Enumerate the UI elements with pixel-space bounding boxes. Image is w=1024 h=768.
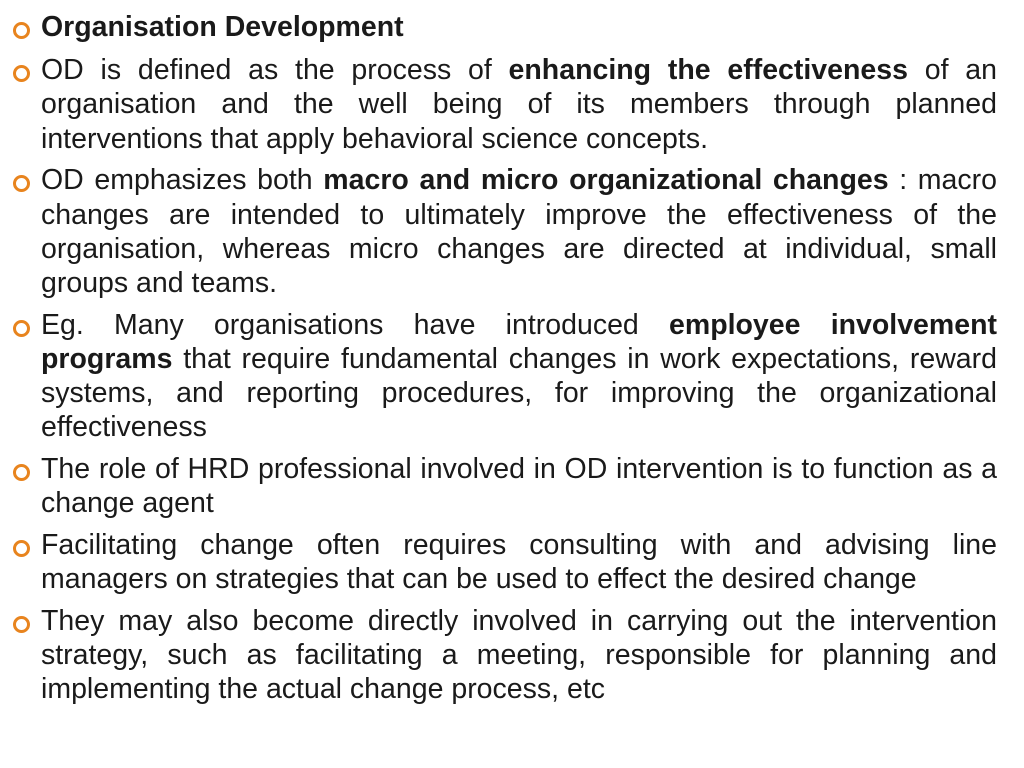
bullet-text-post: : macro changes are intended to ultimately improve the effectiveness of the organisation, whereas micro changes are directed at individual, small groups and teams.: [41, 164, 997, 299]
title-text: Organisation Development: [41, 11, 404, 43]
bullet-text-pre: Eg. Many organisations have introduced: [41, 308, 669, 341]
bullet-circle-icon: [13, 540, 30, 557]
bullet-text-bold: enhancing the effectiveness: [508, 54, 908, 87]
bullet-circle-icon: [13, 65, 30, 82]
bullet-od-definition: [13, 53, 997, 156]
bullet-text-post: of an organisation and the well being of its members through planned interventions that apply behavioral science concepts.: [41, 54, 997, 155]
bullet-text: They may also become directly involved in carrying out the intervention strategy, such as facilitating a meeting, responsible for planning and implementing the actual change process, etc: [41, 604, 997, 706]
bullet-list: [13, 10, 997, 706]
slide-title: [13, 10, 997, 44]
bullet-facilitating-change: [13, 528, 997, 596]
bullet-hrd-role: [13, 452, 997, 520]
bullet-text-pre: OD is defined as the process of: [41, 54, 509, 87]
bullet-example: [13, 308, 997, 445]
bullet-circle-icon: [13, 320, 30, 337]
bullet-text-post: that require fundamental changes in work expectations, reward systems, and reporting procedures, for improving the organizational effectiveness: [41, 342, 997, 444]
bullet-circle-icon: [13, 616, 30, 633]
bullet-text-bold: macro and micro organizational changes: [323, 164, 889, 197]
bullet-text: Facilitating change often requires consulting with and advising line managers on strategies that can be used to effect the desired change: [41, 528, 997, 596]
bullet-direct-involvement: [13, 604, 997, 707]
bullet-circle-icon: [13, 22, 30, 39]
bullet-circle-icon: [13, 175, 30, 192]
bullet-text: The role of HRD professional involved in OD intervention is to function as a change agent: [41, 452, 997, 520]
bullet-text-pre: OD emphasizes both: [41, 164, 324, 197]
bullet-macro-micro: [13, 163, 997, 300]
bullet-text-bold: employee involvement programs: [41, 308, 997, 375]
bullet-circle-icon: [13, 464, 30, 481]
